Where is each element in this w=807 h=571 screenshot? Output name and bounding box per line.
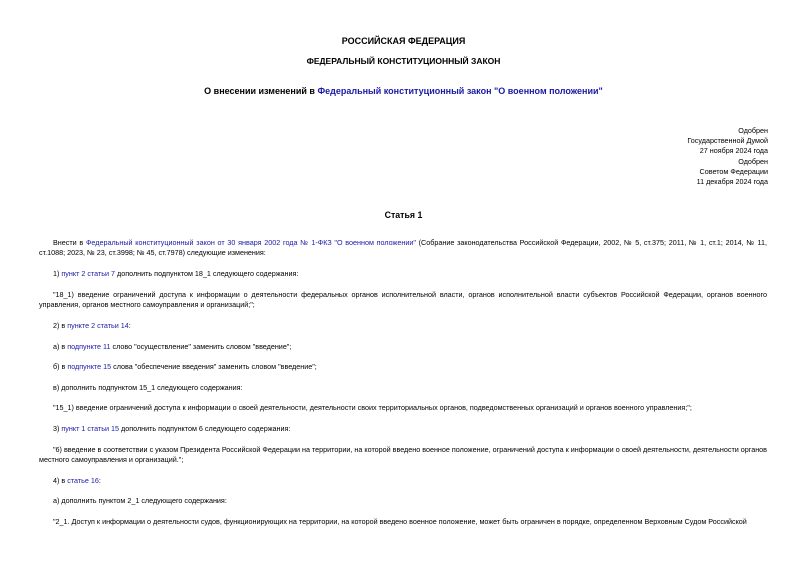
article-link[interactable]: пункте 2 статьи 14 bbox=[67, 321, 129, 330]
paragraph-item bbox=[39, 269, 767, 279]
approval-line: Государственной Думой bbox=[687, 136, 768, 146]
country-heading: РОССИЙСКАЯ ФЕДЕРАЦИЯ bbox=[341, 36, 466, 46]
text: Внести в bbox=[53, 238, 86, 247]
text: 3) bbox=[53, 424, 62, 433]
paragraph-quote: "18_1) введение ограничений доступа к информации о деятельности федеральных органов исполнительной власти, органов исполнительной власти субъектов Российской Федерации, органов военного управления, органов местного самоуправления и организаций;"; bbox=[39, 290, 767, 310]
law-title-prefix: О внесении изменений в bbox=[204, 86, 318, 96]
approval-block bbox=[687, 126, 768, 187]
paragraph-item bbox=[39, 424, 767, 434]
text: дополнить подпунктом 18_1 следующего содержания: bbox=[115, 269, 299, 278]
approval-line: 11 декабря 2024 года bbox=[696, 177, 768, 187]
paragraph-quote: "2_1. Доступ к информации о деятельности судов, функционирующих на территории, на которой введено военное положение, может быть ограничен в порядке, определенном Верховным Судом Российской bbox=[53, 517, 747, 526]
paragraph-intro bbox=[39, 238, 767, 258]
text: 4) в bbox=[53, 476, 68, 485]
law-reference-link[interactable]: Федеральный конституционный закон от 30 января 2002 года № 1-ФКЗ "О военном положении" bbox=[85, 238, 416, 247]
law-title-link[interactable]: Федеральный конституционный закон "О военном положении" bbox=[317, 86, 603, 96]
text: : bbox=[128, 321, 131, 330]
paragraph-quote: "15_1) введение ограничений доступа к информации о своей деятельности, деятельности своих территориальных органов, подведомственных организаций и органов военного управления;"; bbox=[53, 403, 692, 412]
law-title bbox=[0, 86, 807, 96]
paragraph-item: а) дополнить пунктом 2_1 следующего содержания: bbox=[53, 496, 227, 505]
article-link[interactable]: подпункте 15 bbox=[67, 362, 112, 371]
article-link[interactable]: пункт 2 статьи 7 bbox=[61, 269, 116, 278]
article-title: Статья 1 bbox=[384, 210, 423, 220]
paragraph-item bbox=[39, 321, 767, 331]
text: 1) bbox=[53, 269, 62, 278]
article-link[interactable]: подпункте 11 bbox=[67, 342, 111, 351]
text: а) в bbox=[53, 342, 68, 351]
text: слова "обеспечение введения" заменить словом "введение"; bbox=[111, 362, 317, 371]
law-type-heading: ФЕДЕРАЛЬНЫЙ КОНСТИТУЦИОННЫЙ ЗАКОН bbox=[306, 56, 501, 66]
text: б) в bbox=[53, 362, 68, 371]
paragraph-item bbox=[39, 476, 767, 486]
paragraph-quote: "6) введение в соответствии с указом Президента Российской Федерации на территории, на которой введено военное положение, ограничений доступа к информации о своей деятельности, деятельности органов местного самоуправления и организаций."; bbox=[39, 445, 767, 465]
approval-line: Одобрен bbox=[738, 126, 768, 135]
article-link[interactable]: пункт 1 статьи 15 bbox=[61, 424, 120, 433]
text: дополнить подпунктом 6 следующего содержания: bbox=[119, 424, 291, 433]
paragraph-item: в) дополнить подпунктом 15_1 следующего содержания: bbox=[53, 383, 243, 392]
approval-line: Одобрен bbox=[738, 156, 768, 166]
paragraph-item bbox=[39, 362, 767, 372]
text: (Собрание законодательства Российской Федерации, 2002, № 5, ст.375; 2011, № 1, ст.1; 2014, № 11, ст.1088; 2023, № 23, ст.3998; № 45, ст.7978) следующие изменения: bbox=[39, 238, 767, 258]
text: слово "осуществление" заменить словом "введение"; bbox=[110, 342, 292, 351]
approval-line: 27 ноября 2024 года bbox=[699, 146, 768, 156]
paragraph-item bbox=[39, 342, 767, 352]
text: : bbox=[98, 476, 101, 485]
text: 2) в bbox=[53, 321, 68, 330]
approval-line: Советом Федерации bbox=[699, 166, 768, 176]
article-link[interactable]: статье 16 bbox=[67, 476, 99, 485]
